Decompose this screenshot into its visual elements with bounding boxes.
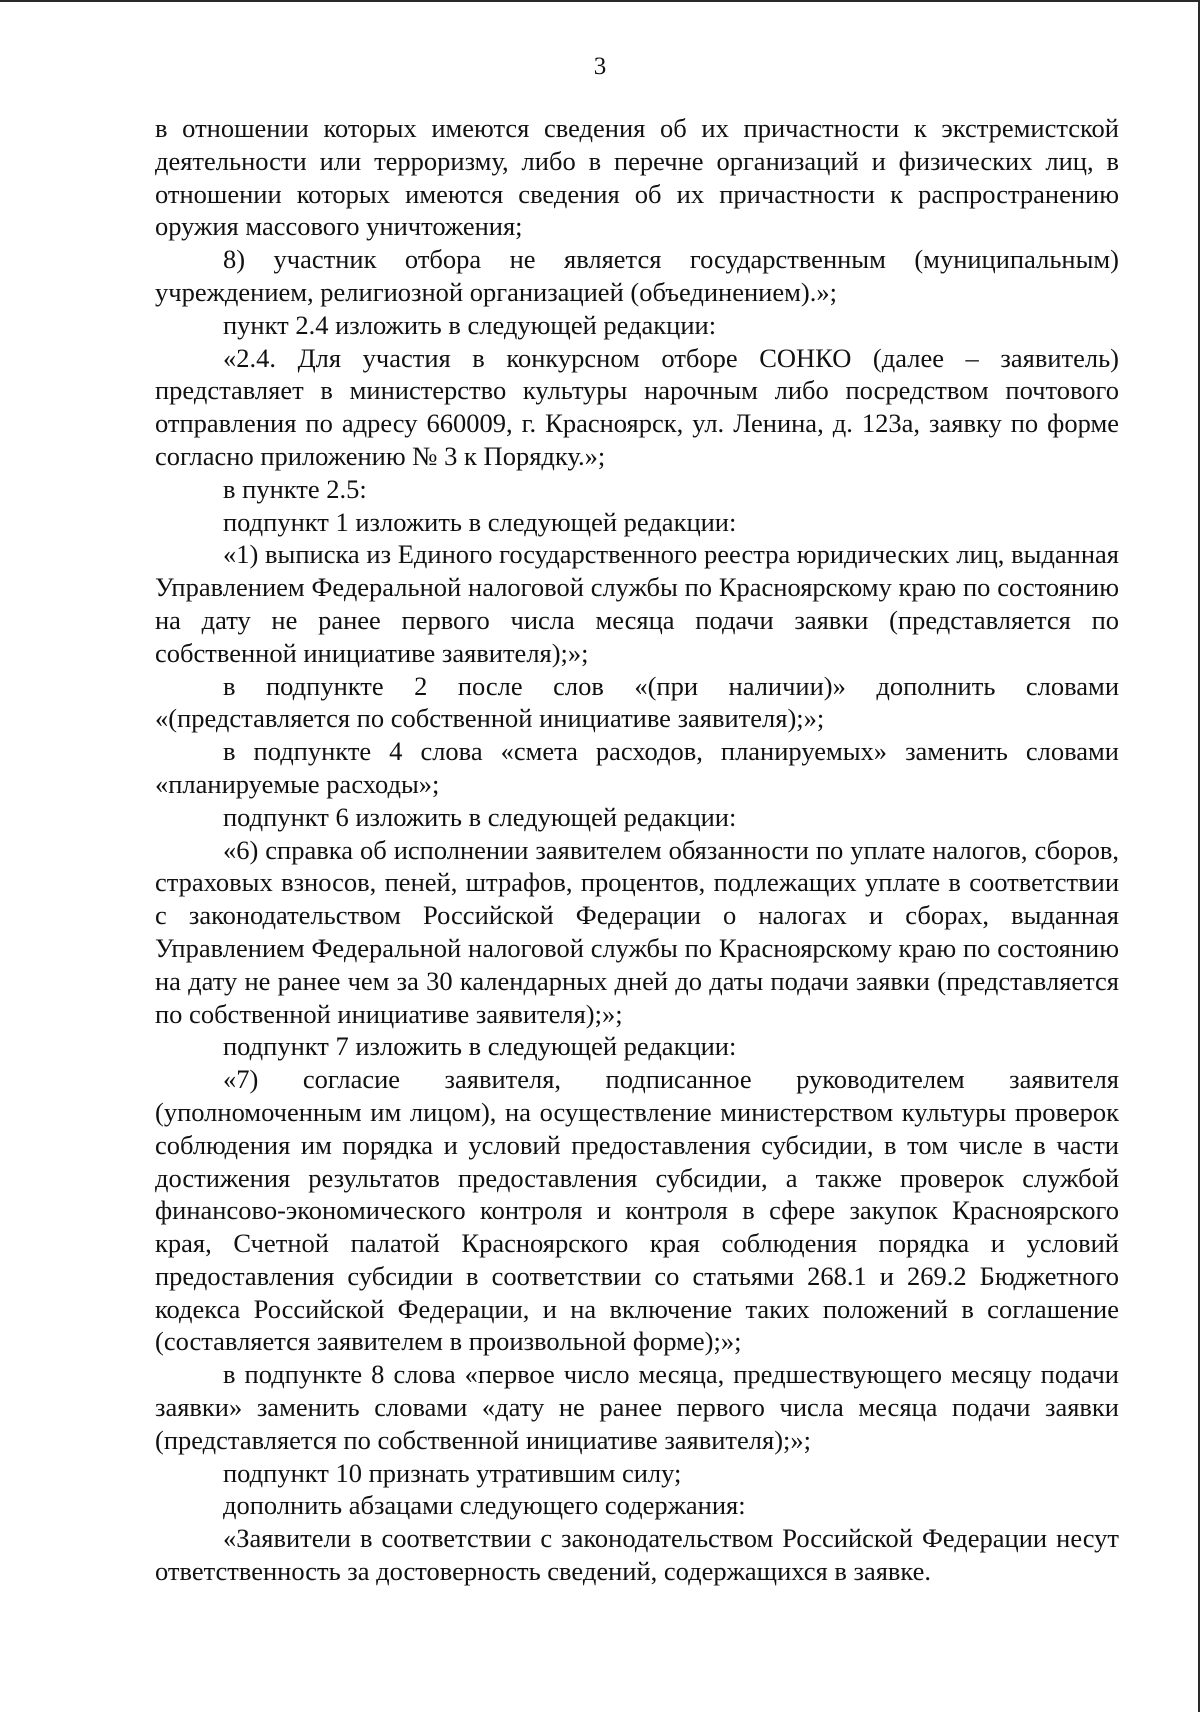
page-number: 3	[593, 53, 607, 80]
paragraph: подпункт 6 изложить в следующей редакции:	[223, 801, 737, 832]
paragraph: «6) справка об исполнении заявителем обязанности по уплате налогов, сборов, страховых взносов, пеней, штрафов, процентов, подлежащих уплате в соответствии с законодательством Российской Федерации о налогах и сборах, выданная Управлением Федеральной налоговой службы по Красноярскому краю по состоянию на дату не ранее чем за 30 календарных дней до даты подачи заявки (представляется по собственной инициативе заявителя);»;	[155, 834, 1119, 1029]
paragraph: «1) выписка из Единого государственного реестра юридических лиц, выданная Управлением Федеральной налоговой службы по Красноярскому краю по состоянию на дату не ранее первого числа месяца подачи заявки (представляется по собственной инициативе заявителя);»;	[155, 539, 1119, 668]
paragraph: пункт 2.4 изложить в следующей редакции:	[223, 309, 717, 340]
paragraph: в подпункте 2 после слов «(при наличии)» дополнить словами «(представляется по собственной инициативе заявителя);»;	[155, 670, 1119, 734]
paragraph: в подпункте 8 слова «первое число месяца, предшествующего месяцу подачи заявки» заменить словами «дату не ранее первого числа месяца подачи заявки (представляется по собственной инициативе заявителя);»;	[155, 1359, 1119, 1455]
document-body	[155, 112, 1119, 1588]
paragraph: подпункт 7 изложить в следующей редакции:	[223, 1031, 737, 1062]
paragraph: в подпункте 4 слова «смета расходов, планируемых» заменить словами «планируемые расходы»;	[155, 736, 1119, 799]
paragraph: подпункт 10 признать утратившим силу;	[223, 1457, 682, 1488]
paragraph: дополнить абзацами следующего содержания:	[223, 1490, 746, 1521]
paragraph: в отношении которых имеются сведения об их причастности к экстремистской деятельности или терроризму, либо в перечне организаций и физических лиц, в отношении которых имеются сведения об их причастности к распространению оружия массового уничтожения;	[155, 113, 1119, 242]
paragraph: 8) участник отбора не является государственным (муниципальным) учреждением, религиозной организацией (объединением).»;	[155, 244, 1119, 307]
paragraph: «2.4. Для участия в конкурсном отборе СОНКО (далее – заявитель) представляет в министерство культуры нарочным либо посредством почтового отправления по адресу 660009, г. Красноярск, ул. Ленина, д. 123а, заявку по форме согласно приложению № 3 к Порядку.»;	[155, 342, 1119, 471]
scan-edge-top	[0, 0, 1200, 2]
paragraph: «Заявители в соответствии с законодательством Российской Федерации несут ответственность за достоверность сведений, содержащихся в заявке.	[155, 1523, 1119, 1587]
paragraph: в пункте 2.5:	[223, 473, 367, 504]
paragraph: подпункт 1 изложить в следующей редакции:	[223, 506, 737, 537]
paragraph: «7) согласие заявителя, подписанное руководителем заявителя (уполномоченным им лицом), на осуществление министерством культуры проверок соблюдения им порядка и условий предоставления субсидии, в том числе в части достижения результатов предоставления субсидии, а также проверок службой финансово-экономического контроля и контроля в сфере закупок Красноярского края, Счетной палатой Красноярского края соблюдения порядка и условий предоставления субсидии в соответствии со статьями 268.1 и 269.2 Бюджетного кодекса Российской Федерации, и на включение таких положений в соглашение (составляется заявителем в произвольной форме);»;	[155, 1064, 1119, 1357]
